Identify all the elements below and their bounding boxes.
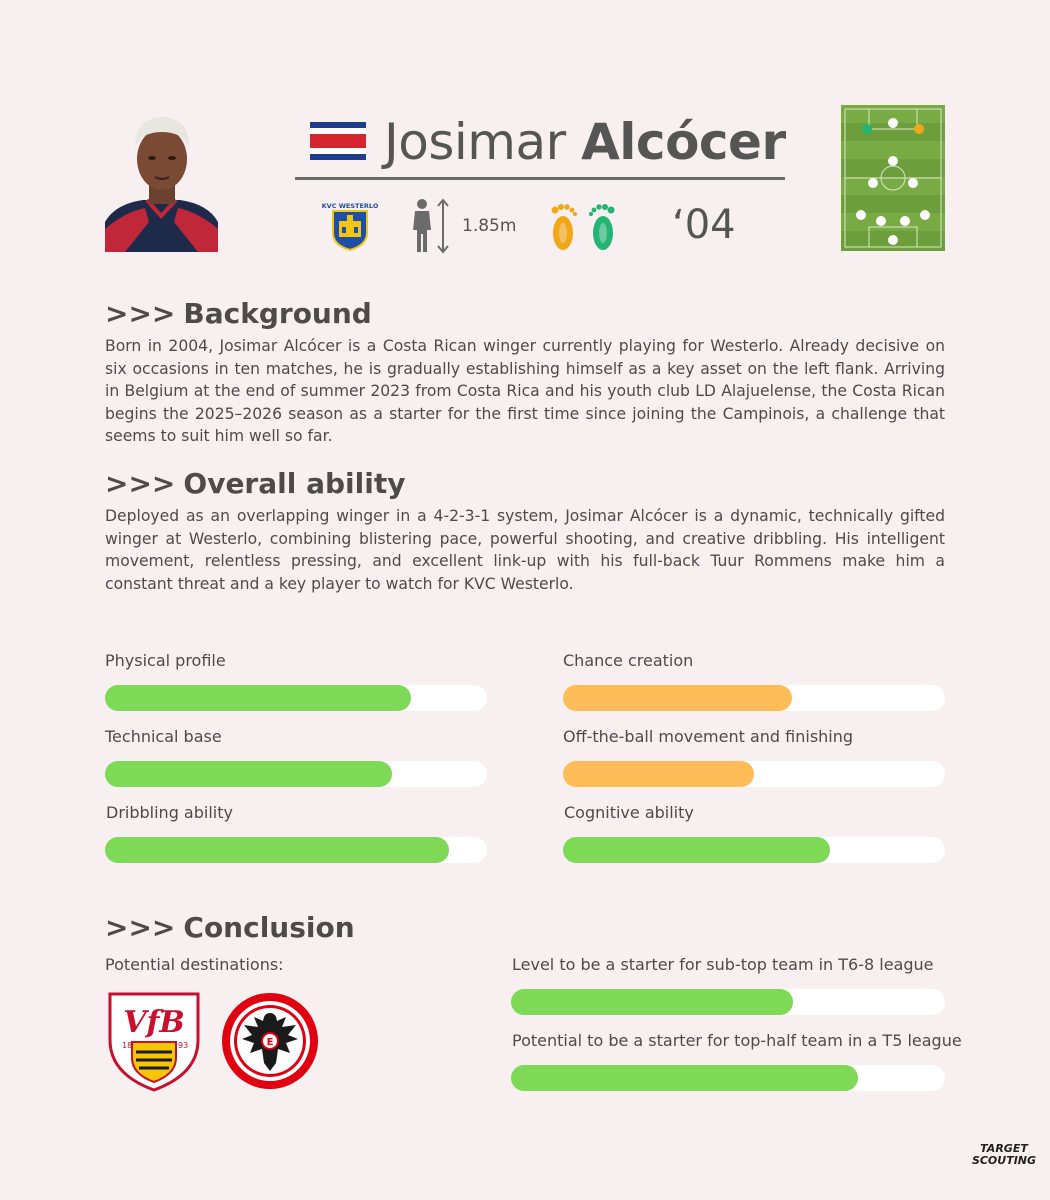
brand-line-1: TARGET (980, 1142, 1028, 1155)
rating-bar-track (105, 761, 487, 787)
background-heading-arrows: >>> (105, 297, 176, 330)
header-divider (295, 177, 785, 180)
rating-bar-track (563, 837, 945, 863)
rating-label: Off-the-ball movement and finishing (563, 727, 854, 746)
brand-line-2: SCOUTING (971, 1154, 1037, 1167)
costa-rica-flag-icon (310, 122, 366, 160)
rating-bar-fill (105, 837, 449, 863)
feet-icon (543, 201, 623, 253)
rating-bar-fill (563, 837, 830, 863)
conclusion-heading-text: Conclusion (183, 911, 355, 944)
height-icon (410, 198, 450, 254)
rating-label: Cognitive ability (564, 803, 694, 822)
ability-heading-text: Overall ability (183, 467, 406, 500)
pitch-player-dot (862, 124, 872, 134)
rating-bar-fill (105, 685, 411, 711)
vfb-crest-text: VfB (123, 1005, 185, 1040)
projection-bar-track (511, 989, 945, 1015)
projection-bar-fill (511, 1065, 858, 1091)
club-crest-text: KVC WESTERLO (321, 202, 379, 210)
projection-bar-fill (511, 989, 793, 1015)
rating-label: Technical base (105, 727, 222, 746)
sge-crest-letter: E (266, 1037, 274, 1048)
vfb-year-left: 18 (122, 1041, 133, 1050)
background-heading (105, 296, 372, 332)
conclusion-heading-arrows: >>> (105, 911, 176, 944)
rating-bar-fill (105, 761, 392, 787)
rating-label: Chance creation (563, 651, 694, 670)
background-text: Born in 2004, Josimar Alcócer is a Costa Rican winger currently playing for Westerlo. Already decisive on six occasions in ten matches, he is gradually establishing himself as a key asset on the left flank. Arriving in Belgium at the end of summer 2023 from Costa Rica and his youth club LD Alajuelense, the Costa Rican begins the 2025–2026 season as a starter for the first time since joining the Campinois, a challenge that seems to suit him well so far. (105, 337, 945, 445)
vfb-year-right: 93 (178, 1041, 189, 1050)
rating-bar-fill (563, 685, 792, 711)
birth-year: ‘04 (672, 202, 736, 248)
projection-label: Potential to be a starter for top-half team in a T5 league (512, 1031, 962, 1050)
brand-logo (964, 1143, 1044, 1167)
formation-pitch (841, 105, 945, 251)
vfb-stuttgart-crest-icon (108, 992, 200, 1092)
rating-label: Physical profile (105, 651, 226, 670)
destinations-label: Potential destinations: (105, 955, 284, 974)
rating-bar-track (105, 685, 487, 711)
rating-bar-track (105, 837, 487, 863)
player-height: 1.85m (462, 216, 517, 236)
ability-text: Deployed as an overlapping winger in a 4-2-3-1 system, Josimar Alcócer is a dynamic, technically gifted winger at Westerlo, combining blistering pace, powerful shooting, and creative dribbling. His intelligent movement, relentless pressing, and excellent link-up with his full-back Tuur Rommens make him a constant threat and a key player to watch for KVC Westerlo. (105, 507, 945, 593)
rating-label: Dribbling ability (106, 803, 233, 822)
projection-label: Level to be a starter for sub-top team in T6-8 league (512, 955, 934, 974)
player-name (384, 108, 786, 176)
background-heading-text: Background (183, 297, 372, 330)
player-last-name: Alcócer (581, 113, 786, 171)
rating-bar-track (563, 761, 945, 787)
ability-heading-arrows: >>> (105, 467, 176, 500)
ability-heading (105, 466, 405, 502)
rating-bar-fill (563, 761, 754, 787)
westerlo-crest-icon (321, 199, 379, 251)
projection-bar-track (511, 1065, 945, 1091)
conclusion-heading (105, 910, 355, 946)
player-first-name: Josimar (384, 113, 566, 171)
rating-bar-track (563, 685, 945, 711)
eintracht-frankfurt-crest-icon (220, 991, 320, 1091)
player-photo (105, 104, 218, 252)
